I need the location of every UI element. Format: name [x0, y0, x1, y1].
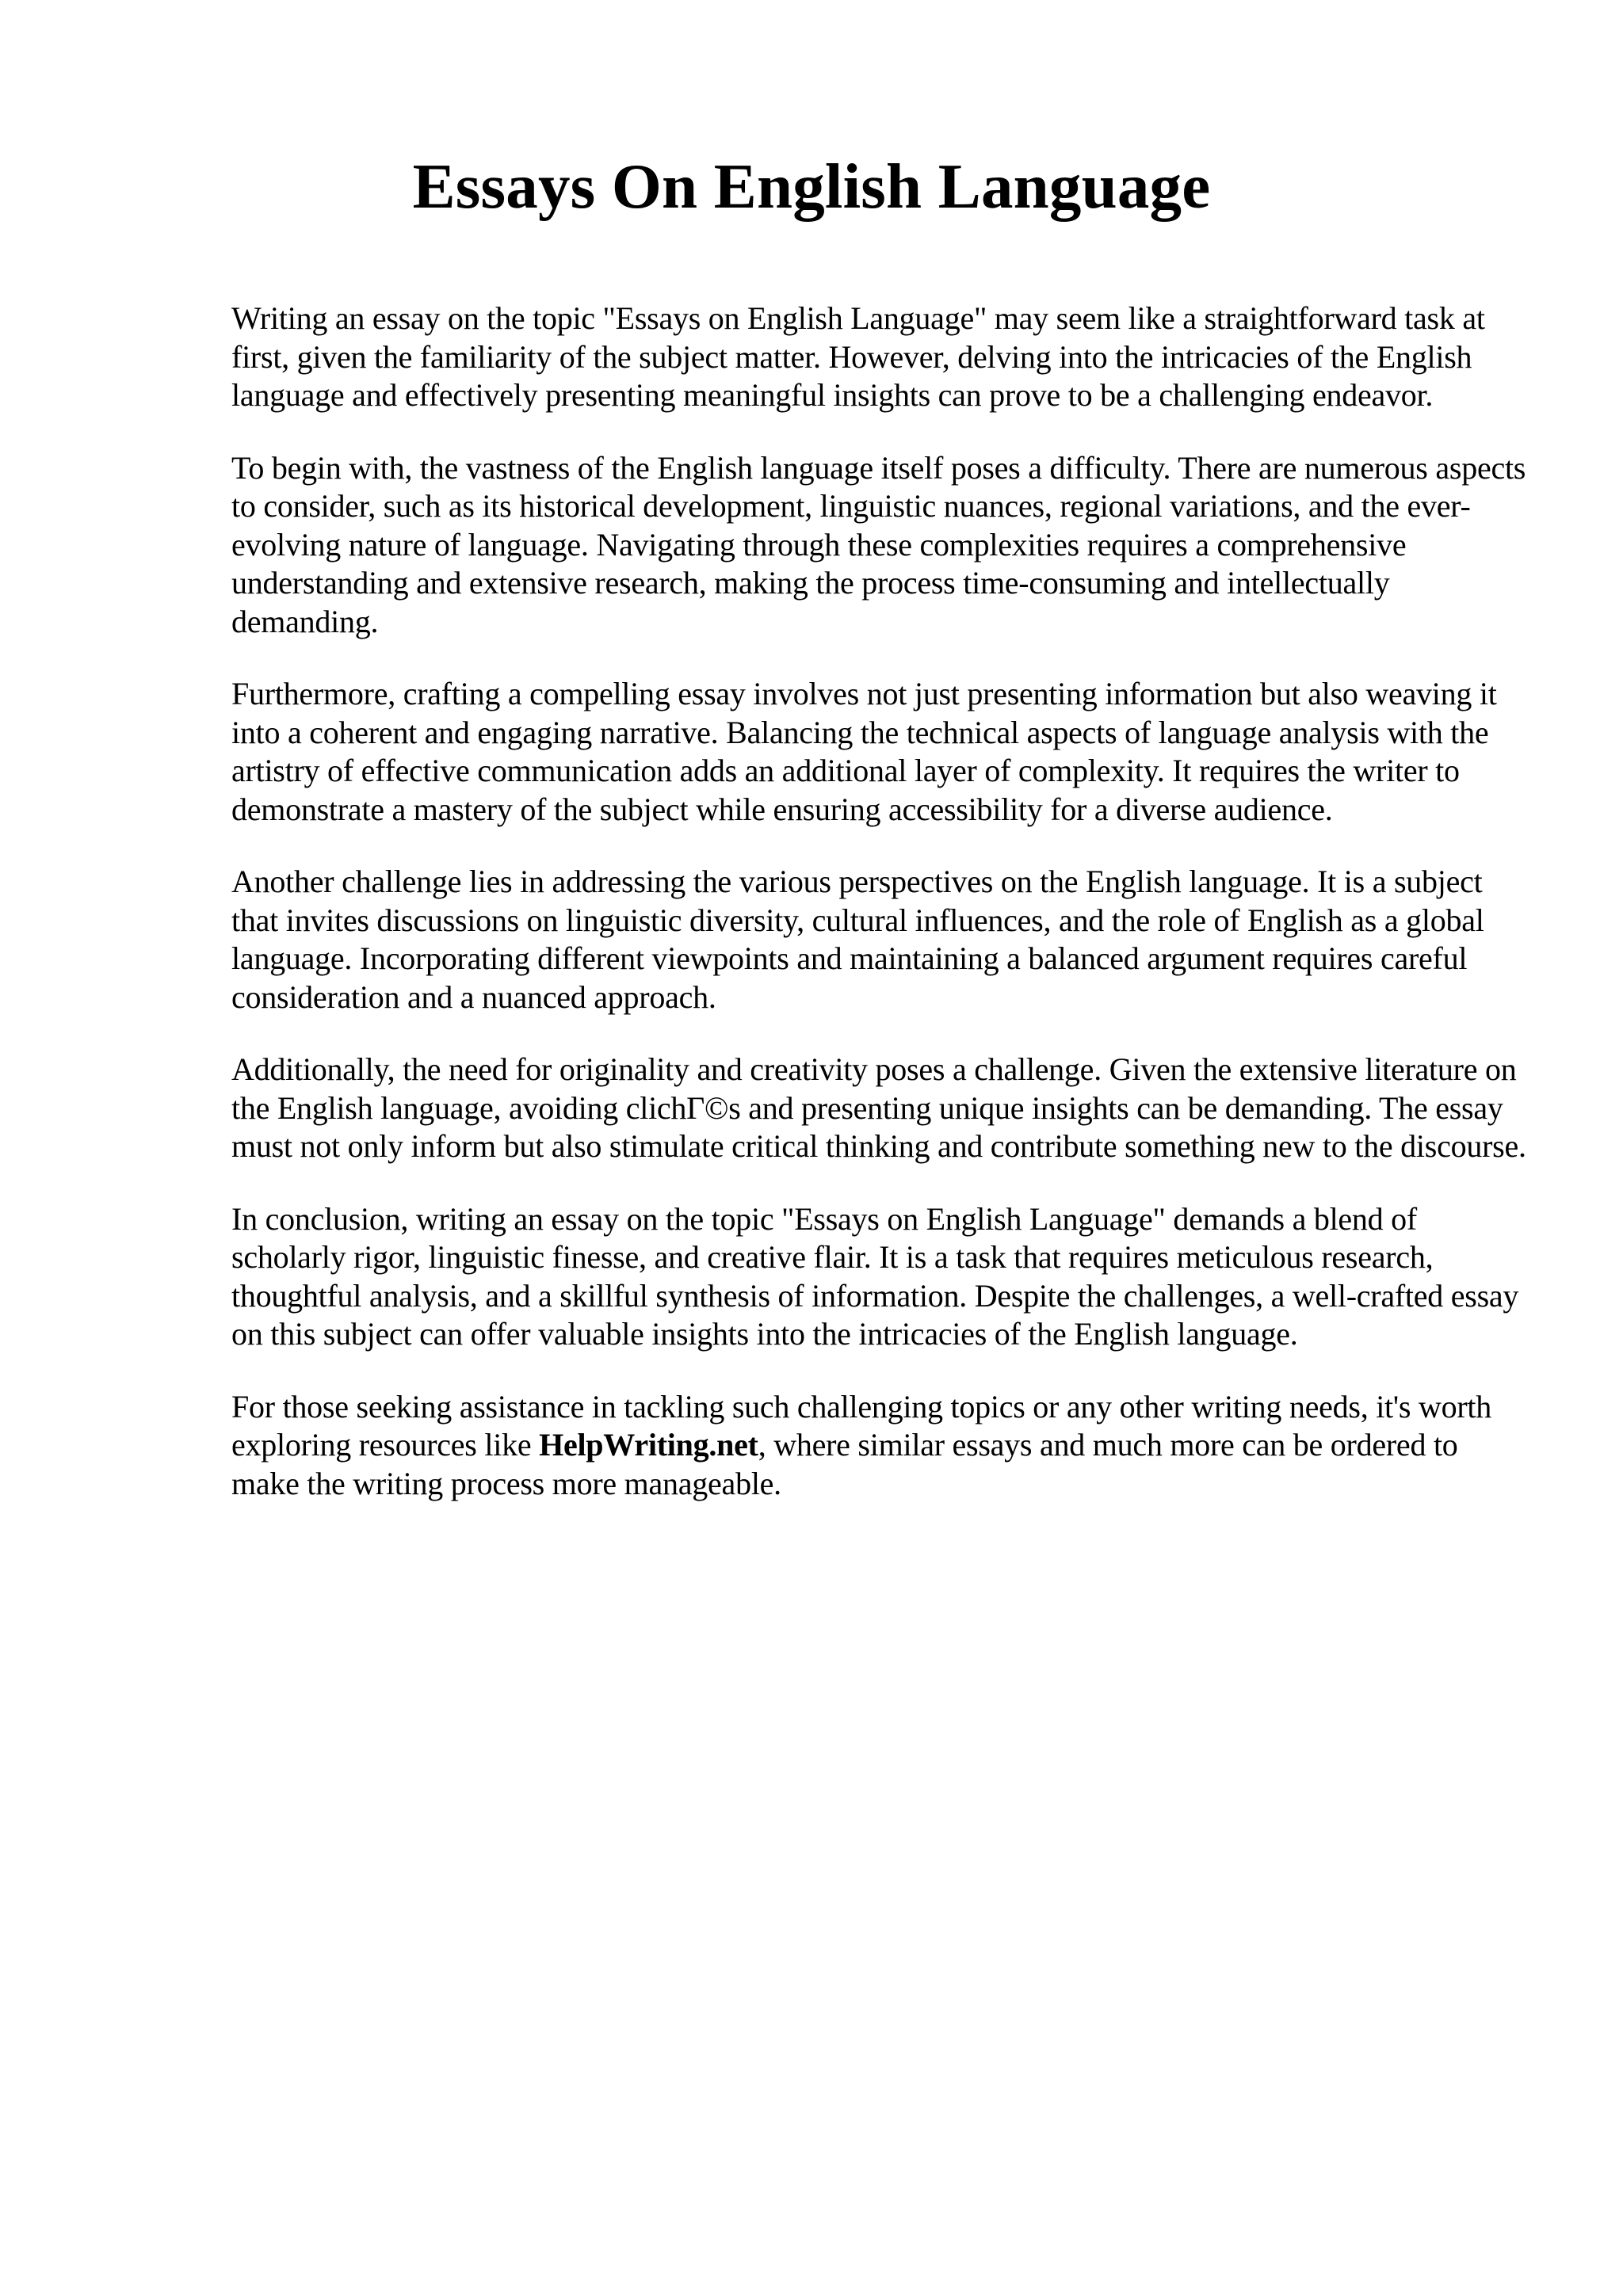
paragraph-2: To begin with, the vastness of the English language itself poses a difficulty. There are numerous aspects to consider, such as its historical development, linguistic nuances, regional variations, and the ever-evolving nature of language. Navigating through these complexities requires a comprehensive understanding and extensive research, making the process time-consuming and intellectually demanding.: [231, 449, 1526, 639]
paragraph-3: Furthermore, crafting a compelling essay involves not just presenting information but also weaving it into a coherent and engaging narrative. Balancing the technical aspects of language analysis with the artistry of effective communication adds an additional layer of complexity. It requires the writer to demonstrate a mastery of the subject while ensuring accessibility for a diverse audience.: [231, 676, 1497, 827]
closing-text-after-link: , where similar essays and much more can be ordered to make the writing process more manageable.: [231, 1427, 1458, 1501]
paragraph-4: Another challenge lies in addressing the various perspectives on the English language. It is a subject that invites discussions on linguistic diversity, cultural influences, and the role of English as a global language. Incorporating different viewpoints and maintaining a balanced argument requires careful consideration and a nuanced approach.: [231, 864, 1484, 1015]
paragraph-1: Writing an essay on the topic "Essays on English Language" may seem like a straightforward task at first, given the familiarity of the subject matter. However, delving into the intricacies of the English language and effectively presenting meaningful insights can prove to be a challenging endeavor.: [231, 300, 1485, 413]
paragraph-6: In conclusion, writing an essay on the topic "Essays on English Language" demands a blend of scholarly rigor, linguistic finesse, and creative flair. It is a task that requires meticulous research, thoughtful analysis, and a skillful synthesis of information. Despite the challenges, a well-crafted essay on this subject can offer valuable insights into the intricacies of the English language.: [231, 1200, 1519, 1352]
document-body: [231, 299, 1531, 1537]
document-title: Essays On English Language: [412, 151, 1211, 222]
paragraph-5: Additionally, the need for originality and creativity poses a challenge. Given the extensive literature on the English language, avoiding clichΓ©s and presenting unique insights can be demanding. The essay must not only inform but also stimulate critical thinking and contribute something new to the discourse.: [231, 1051, 1526, 1164]
closing-paragraph: [231, 1388, 1531, 1504]
helpwriting-link[interactable]: HelpWriting.net: [539, 1427, 758, 1463]
closing-text-before-link: For those seeking assistance in tackling such challenging topics or any other writing needs, it's worth exploring resources like: [231, 1388, 1492, 1463]
